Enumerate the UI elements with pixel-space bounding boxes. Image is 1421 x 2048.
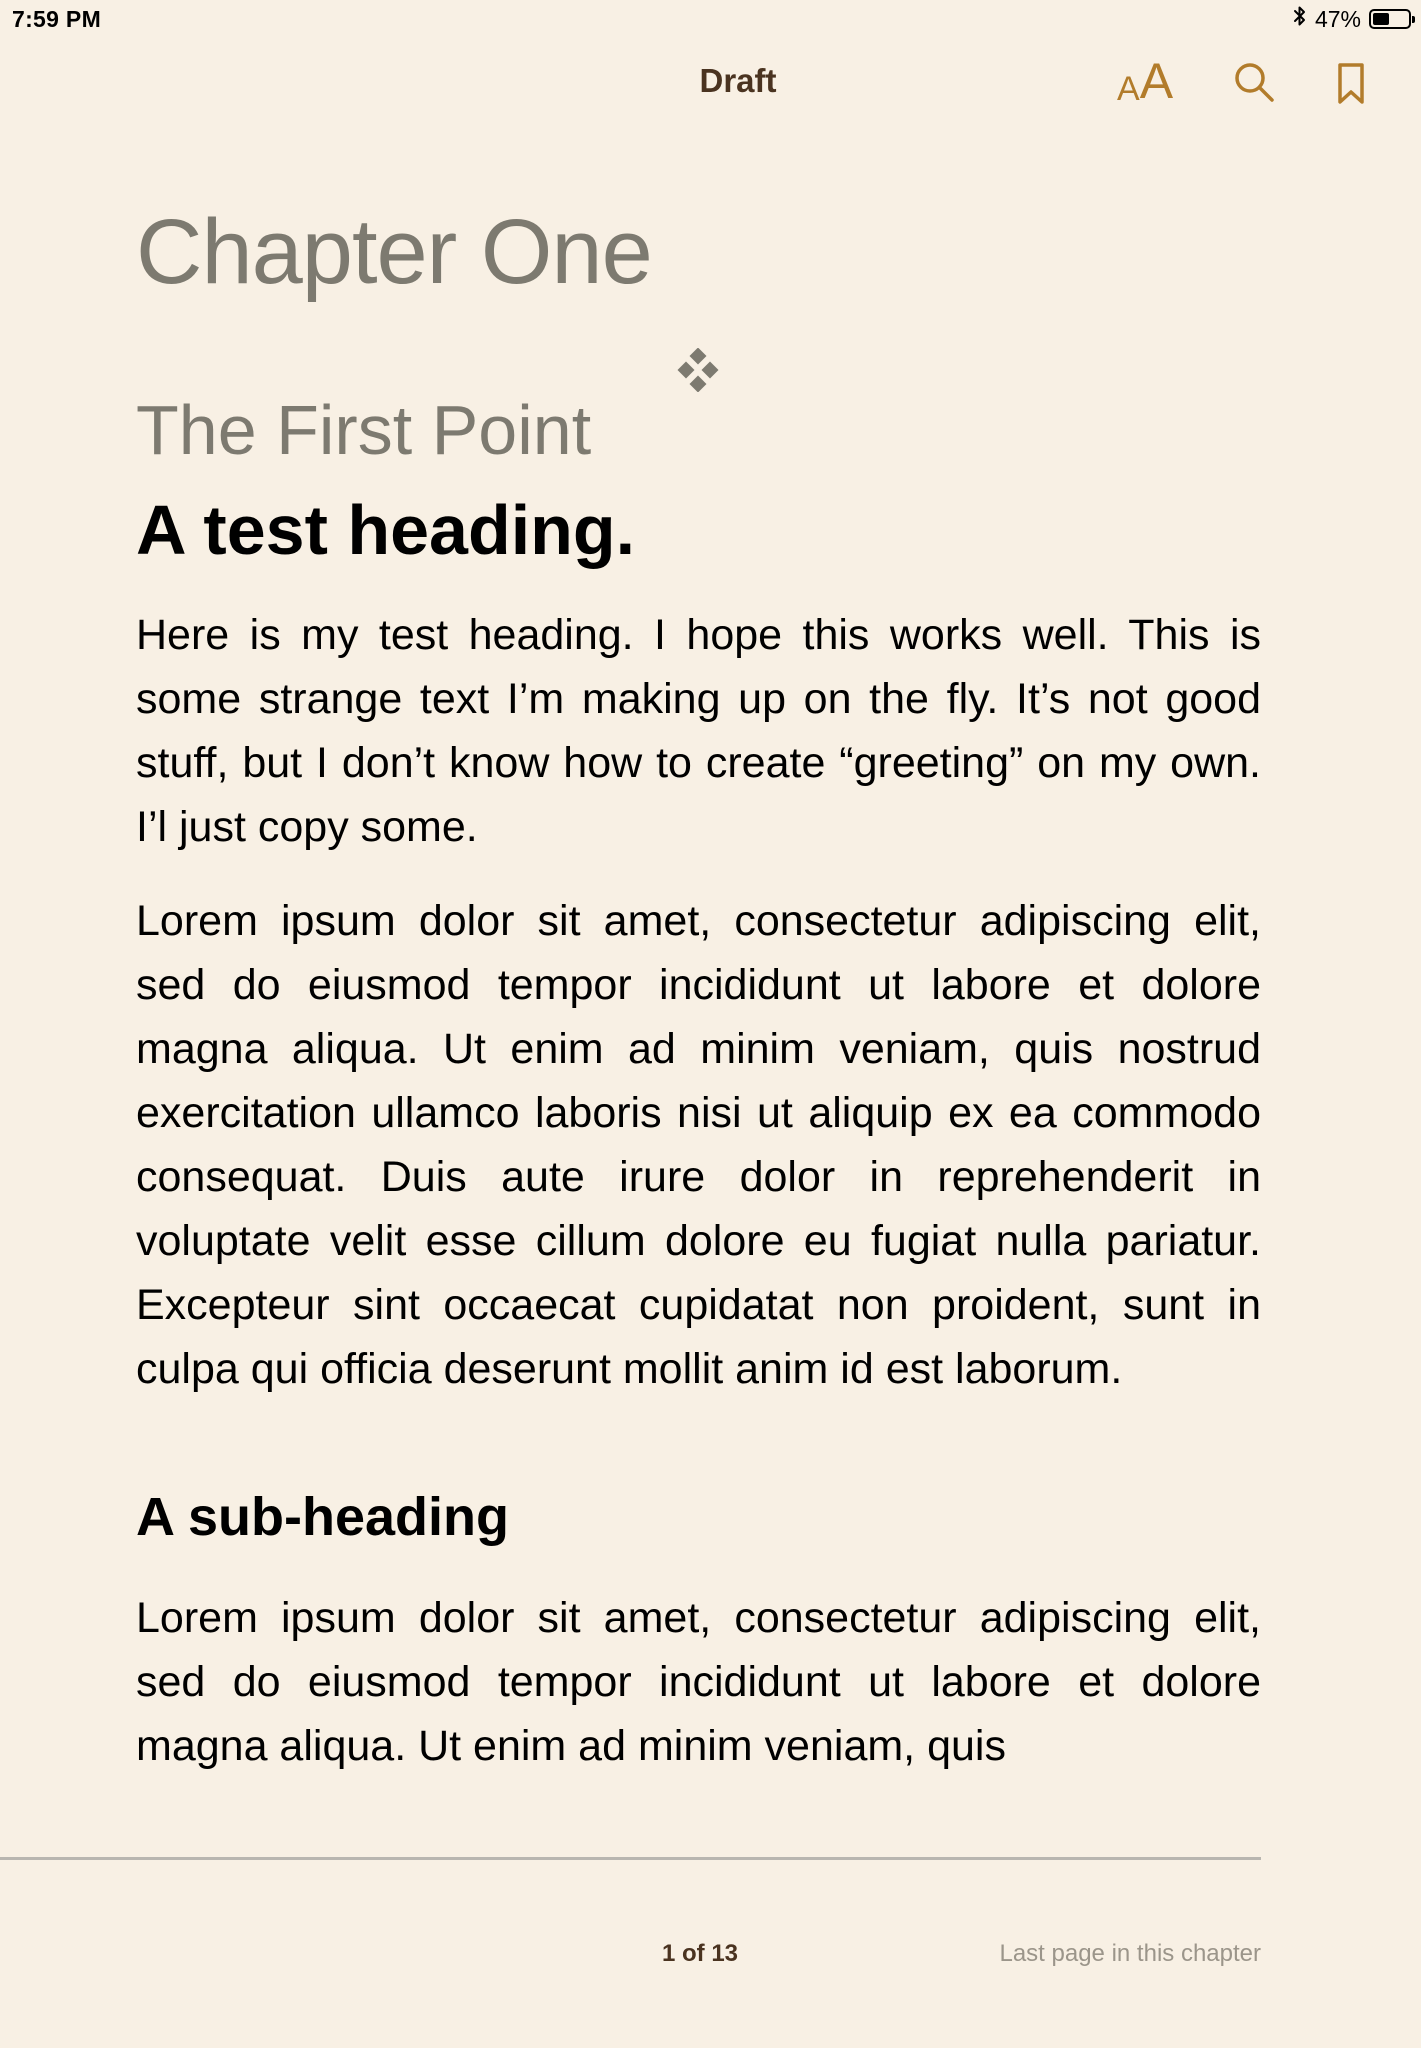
font-big-letter: A <box>1139 53 1174 109</box>
paragraph-1: Here is my test heading. I hope this works well. This is some strange text I’m making up on the fly. It’s not good stuff, but I don’t know how to create “greeting” on my own. I’l just copy some. <box>136 611 1261 851</box>
status-right <box>1293 5 1411 33</box>
paragraph-2: Lorem ipsum dolor sit amet, consectetur adipiscing elit, sed do eiusmod tempor incididunt ut labore et dolore magna aliqua. Ut enim ad minim veniam, quis nostrud exercitation ullamco laboris nisi ut aliquip ex ea commodo consequat. Duis aute irure dolor in reprehenderit in voluptate velit esse cillum dolore eu fugiat nulla pariatur. Excepteur sint occaecat cupidatat non proident, sunt in culpa qui officia deserunt mollit anim id est laborum. <box>136 897 1261 1393</box>
battery-percent: 47% <box>1314 5 1361 32</box>
status-time: 7:59 PM <box>12 6 102 32</box>
section-title: The First Point <box>136 391 592 469</box>
battery-nub <box>1412 16 1415 23</box>
font-size-icon[interactable] <box>1117 53 1174 109</box>
sub-heading: A sub-heading <box>136 1487 509 1547</box>
page-indicator: 1 of 13 <box>661 1940 739 1967</box>
bluetooth-icon <box>1293 5 1307 33</box>
battery-fill <box>1373 13 1389 25</box>
search-icon[interactable] <box>1232 60 1276 109</box>
book-title: Draft <box>699 62 777 99</box>
chapter-note: Last page in this chapter <box>999 1940 1261 1967</box>
battery-icon <box>1369 9 1411 29</box>
bookmark-icon[interactable] <box>1333 62 1369 111</box>
footer-divider <box>0 1857 1261 1860</box>
font-small-letter: A <box>1117 70 1140 108</box>
section-ornament-icon <box>676 348 720 397</box>
chapter-title: Chapter One <box>136 201 652 303</box>
paragraph-3: Lorem ipsum dolor sit amet, consectetur adipiscing elit, sed do eiusmod tempor incididunt ut labore et dolore magna aliqua. Ut enim ad minim veniam, quis <box>136 1594 1261 1770</box>
content-heading: A test heading. <box>136 491 636 569</box>
